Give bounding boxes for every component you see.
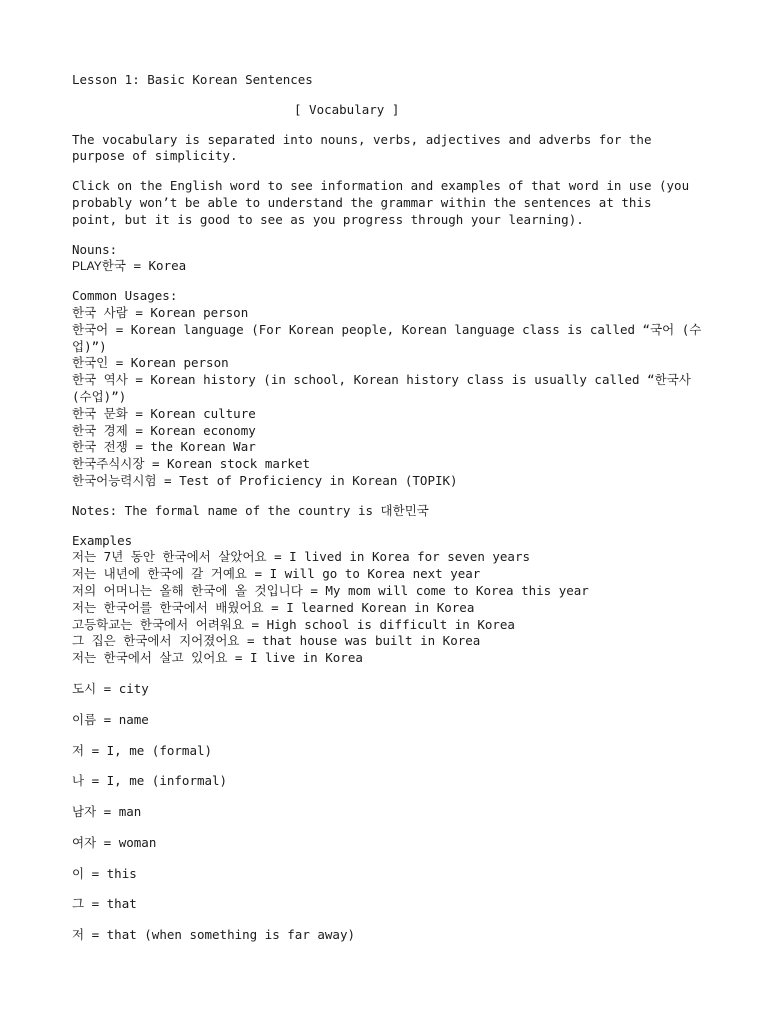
vocab-english-link[interactable]: city	[118, 680, 149, 696]
nouns-heading: Nouns:	[72, 241, 118, 257]
usage-item: 한국어능력시험 = Test of Proficiency in Korean (TOPIK)	[72, 472, 458, 488]
vocab-item	[72, 896, 702, 913]
examples-heading: Examples	[72, 532, 133, 548]
vocab-item	[72, 712, 702, 729]
usage-item: 한국 경제 = Korean economy	[72, 422, 256, 438]
vocab-korean: 여자 =	[72, 834, 119, 850]
vocab-korean: 이 =	[72, 865, 107, 881]
vocab-item	[72, 835, 702, 852]
vocab-korean: 이름 =	[72, 711, 119, 727]
usage-item: 한국주식시장 = Korean stock market	[72, 456, 311, 472]
vocab-item	[72, 927, 702, 944]
example-sentence: 저는 한국에서 살고 있어요 = I live in Korea	[72, 650, 363, 666]
vocab-item	[72, 866, 702, 883]
vocab-list	[72, 681, 702, 944]
usage-item: 한국인 = Korean person	[72, 355, 229, 371]
vocab-korean: 저 =	[72, 742, 107, 758]
example-sentence: 그 집은 한국에서 지어졌어요 = that house was built in Korea	[72, 633, 481, 649]
vocab-korean: 저 =	[72, 927, 107, 943]
examples-list	[72, 549, 702, 667]
vocab-korean: 도시 =	[72, 680, 119, 696]
vocab-item	[72, 804, 702, 821]
main-entry	[72, 258, 702, 275]
vocab-english-link[interactable]: I, me (informal)	[106, 773, 228, 789]
example-sentence: 고등학교는 한국에서 어려워요 = High school is difficult in Korea	[72, 616, 515, 632]
section-heading: [ Vocabulary ]	[294, 101, 400, 117]
usage-item: 한국 역사 = Korean history (in school, Korean history class is usually called “한국사 (수업)”)	[72, 372, 699, 404]
vocab-korean: 남자 =	[72, 804, 119, 820]
vocab-item	[72, 773, 702, 790]
usage-item: 한국 사람 = Korean person	[72, 304, 249, 320]
vocab-english-link[interactable]: man	[118, 804, 142, 820]
common-usages-heading: Common Usages:	[72, 288, 178, 304]
vocab-english-link[interactable]: name	[118, 711, 149, 727]
vocab-english-link[interactable]: I, me (formal)	[106, 742, 213, 758]
vocab-english-link[interactable]: this	[106, 865, 137, 881]
example-sentence: 저는 내년에 한국에 갈 거예요 = I will go to Korea next year	[72, 566, 481, 582]
example-sentence: 저는 한국어를 한국에서 배웠어요 = I learned Korean in Korea	[72, 599, 475, 615]
notes-text: Notes: The formal name of the country is 대한민국	[72, 502, 429, 518]
vocab-english-link[interactable]: that (when something is far away)	[106, 927, 356, 943]
lesson-title: Lesson 1: Basic Korean Sentences	[72, 72, 313, 87]
common-usages-list	[72, 305, 702, 490]
vocab-item	[72, 743, 702, 760]
play-audio-button[interactable]: PLAY	[72, 259, 102, 274]
usage-item: 한국어 = Korean language (For Korean people, Korean language class is called “국어 (수업)”)	[72, 321, 702, 354]
usage-item: 한국 전쟁 = the Korean War	[72, 439, 256, 455]
vocab-korean: 그 =	[72, 896, 107, 912]
vocab-item	[72, 681, 702, 698]
click-instructions-paragraph: Click on the English word to see information and examples of that word in use (you probably won’t be able to understand the grammar within the sentences at this point, but it is good to see as you progress through your learning).	[72, 178, 697, 227]
vocab-korean: 나 =	[72, 773, 107, 789]
usage-item: 한국 문화 = Korean culture	[72, 405, 256, 421]
vocab-english-link[interactable]: that	[106, 896, 137, 912]
document-page	[72, 72, 702, 944]
vocab-english-link[interactable]: woman	[118, 834, 157, 850]
main-entry-korean: 한국 =	[101, 258, 149, 274]
example-sentence: 저의 어머니는 올해 한국에 올 것입니다 = My mom will come to Korea this year	[72, 582, 589, 598]
example-sentence: 저는 7년 동안 한국에서 살았어요 = I lived in Korea for seven years	[72, 549, 531, 565]
main-entry-english-link[interactable]: Korea	[148, 258, 187, 274]
intro-paragraph: The vocabulary is separated into nouns, verbs, adjectives and adverbs for the purpose of simplicity.	[72, 131, 660, 164]
